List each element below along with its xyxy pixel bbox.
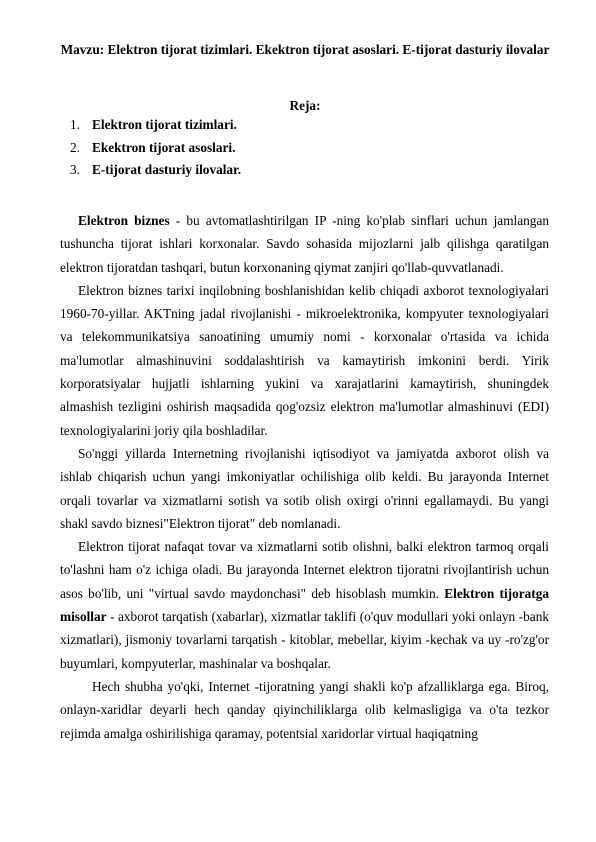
- paragraph-3: So'nggi yillarda Internetning rivojlanishi iqtisodiyot va jamiyatda axborot olish va ishlab chiqarish uchun yangi imkoniyatlar ochilishiga olib keldi. Bu jarayonda Internet orqali tovarlar va xizmatlarni sotish va sotib olish oxirgi o'rinni egallamaydi. Bu yangi shakl savdo biznesi"Elektron tijorat" deb nomlanadi.: [60, 445, 549, 531]
- plan-item-text: Ekektron tijorat asoslari.: [92, 139, 236, 155]
- plan-list: [70, 114, 241, 182]
- plan-item-text: E-tijorat dasturiy ilovalar.: [92, 162, 242, 177]
- plan-item: [70, 137, 241, 160]
- paragraph-4-rest: - axborot tarqatish (xabarlar), xizmatlar taklifi (o'quv modullari yoki onlayn -bank xizmatlari), jismoniy tovarlarni tarqatish - kitoblar, mebellar, kiyim -kechak va uy -ro'zg'or buyumlari, kompyuterlar, mashinalar va boshqalar.: [60, 609, 549, 671]
- document-body: [60, 209, 549, 745]
- plan-item: [70, 114, 241, 137]
- paragraph-4-text: Elektron tijorat nafaqat tovar va xizmatlarni sotib olishni, balki elektron tarmoq orqali to'lashni ham o'z ichiga oladi. Bu jarayonda Internet elektron tijoratni rivojlantirish uchun asos bo'lib, uni "virtual savdo maydonchasi" deb hisoblash mumkin.: [60, 539, 549, 601]
- plan-item-text: Elektron tijorat tizimlari.: [92, 117, 237, 132]
- term-elektron-biznes: Elektron biznes: [78, 213, 170, 228]
- paragraph-1-text: - bu avtomatlashtirilgan IP -ning ko'plab sinflari uchun jamlangan tushuncha tijorat ishlari korxonalar. Savdo sohasida mijozlarni jalb qilishga qaratilgan elektron tijoratdan tashqari, butun korxonaning qiymat zanjiri qo'llab-quvvatlanadi.: [60, 213, 549, 275]
- plan-item-number: 1.: [70, 117, 80, 132]
- term-elektron-tijoratga-misollar: Elektron tijoratga misollar: [60, 585, 549, 625]
- plan-item-number: 2.: [70, 139, 80, 155]
- page-title: Mavzu: Elektron tijorat tizimlari. Ekektron tijorat asoslari. E-tijorat dasturiy ilovalar: [60, 42, 550, 57]
- paragraph-4: [60, 535, 549, 675]
- paragraph-2: Elektron biznes tarixi inqilobning boshlanishidan kelib chiqadi axborot texnologiyalari 1960-70-yillar. AKTning jadal rivojlanishi - mikroelektronika, kompyuter texnologiyalari va telekommunikatsiya sanoatining umumiy nomi - korxonalar o'rtasida va ichida ma'lumotlar almashinuvini soddalashtirish va kamaytirish imkonini berdi. Yirik korporatsiyalar hujjatli ishlarning yukini va xarajatlarini kamaytirish, shuningdek almashish tezligini oshirish maqsadida qog'ozsiz elektron ma'lumotlar almashinuvi (EDI) texnologiyalarini joriy qila boshladilar.: [60, 282, 549, 438]
- plan-item: [70, 159, 241, 182]
- paragraph-5: Hech shubha yo'qki, Internet -tijoratning yangi shakli ko'p afzalliklarga ega. Biroq, onlayn-xaridlar deyarli hech qanday qiyinchiliklarga olib kelmasligiga va o'ta tezkor rejimda amalga oshirilishiga qaramay, potentsial xaridorlar virtual haqiqatning: [60, 678, 549, 741]
- plan-heading: Reja:: [289, 98, 321, 113]
- paragraph-1: [60, 209, 549, 279]
- plan-item-number: 3.: [70, 162, 80, 177]
